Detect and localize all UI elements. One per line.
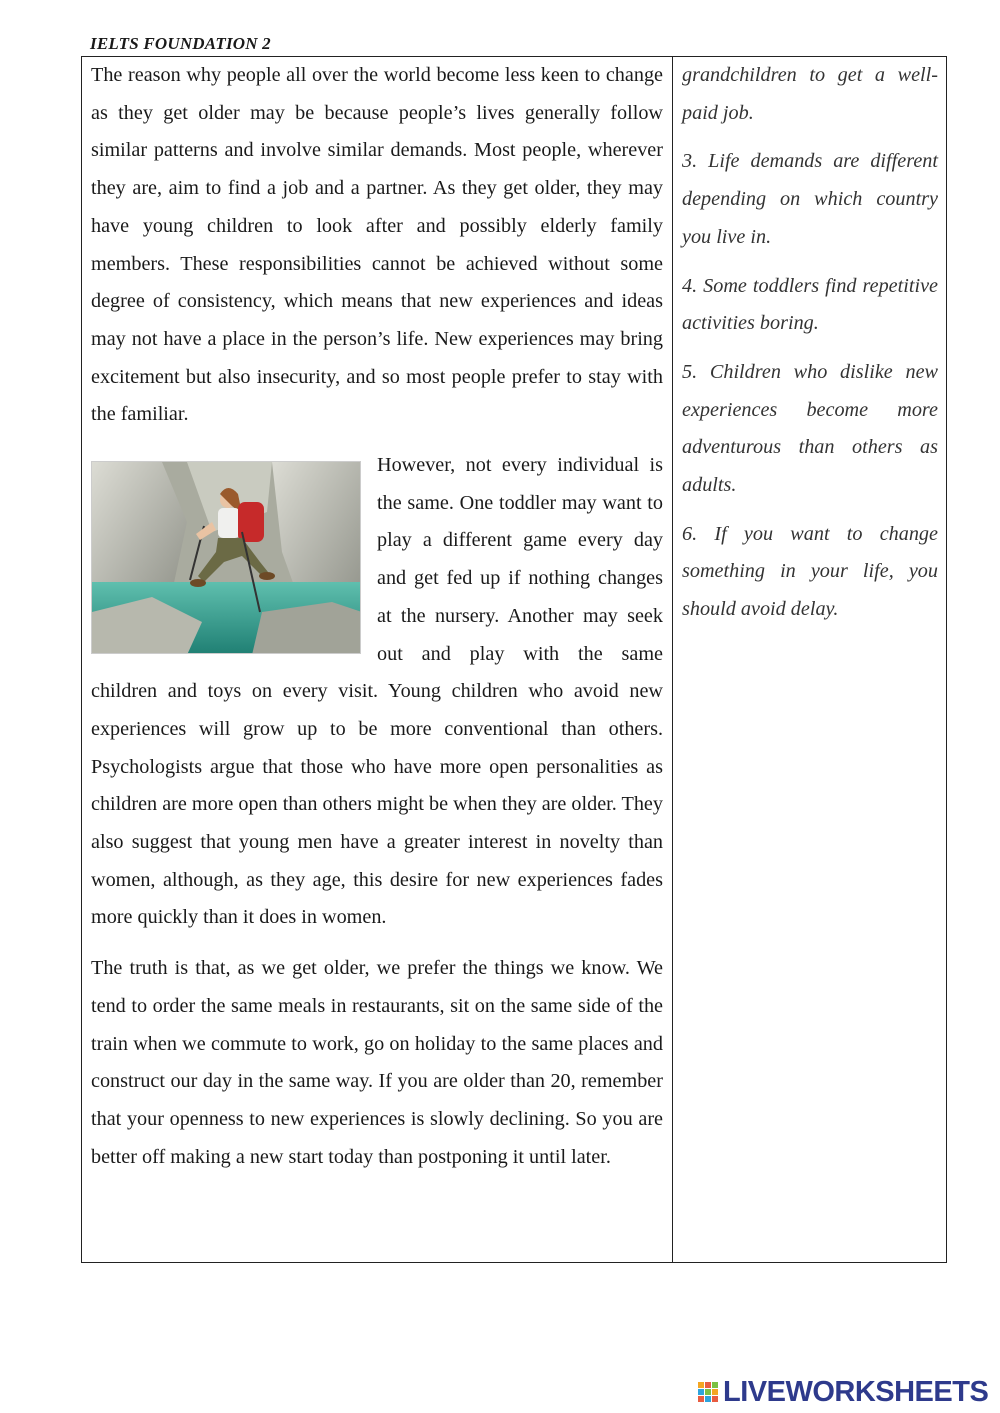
statement-6: 6. If you want to change something in your life, you should avoid delay. (682, 522, 938, 621)
liveworksheets-logo (698, 1376, 988, 1409)
statement-3: 3. Life demands are different depending on which country you live in. (682, 150, 938, 248)
hiker-photo (91, 461, 361, 654)
passage-paragraph-2-text: However, not every individual is the same. One toddler may want to play a different game every day and get fed up if nothing changes at the nursery. Another may seek out and play with the same children and toys on every visit. Young children who avoid new experiences will grow up to be more conventional than others. Psychologists argue that those who have more open personalities as children are more open than others might be when they are older. They also suggest that young men have a greater interest in novelty than women, although, as they age, this desire for new experiences fades more quickly than it does in women. (91, 454, 663, 929)
statements-column (682, 57, 938, 640)
passage-paragraph-2 (91, 447, 663, 937)
passage-paragraph-3: The truth is that, as we get older, we prefer the things we know. We tend to order the same meals in restaurants, sit on the same side of the train when we commute to work, go on holiday to the same places and construct our day in the same way. If you are older than 20, remember that your openness to new experiences is slowly declining. So you are better off making a new start today than postponing it until later. (91, 957, 663, 1168)
document-header: IELTS FOUNDATION 2 (90, 34, 271, 53)
passage-paragraph-1: The reason why people all over the world become less keen to change as they get older may be because people’s lives generally follow similar patterns and involve similar demands. Most people, wherever they are, aim to find a job and a partner. As they get older, they may have young children to look after and possibly elderly family members. These responsibilities cannot be achieved without some degree of consistency, which means that new experiences and ideas may not have a place in the person’s life. New experiences may bring excitement but also insecurity, and so most people prefer to stay with the familiar. (91, 64, 663, 426)
statement-continued: grandchildren to get a well-paid job. (682, 64, 938, 124)
logo-mark-icon (698, 1378, 720, 1408)
statement-4: 4. Some toddlers find repetitive activities boring. (682, 274, 938, 335)
statement-5: 5. Children who dislike new experiences become more adventurous than others as adults. (682, 360, 938, 497)
logo-text: LIVEWORKSHEETS (723, 1376, 989, 1408)
column-divider (672, 56, 673, 1263)
reading-passage (91, 57, 663, 1189)
